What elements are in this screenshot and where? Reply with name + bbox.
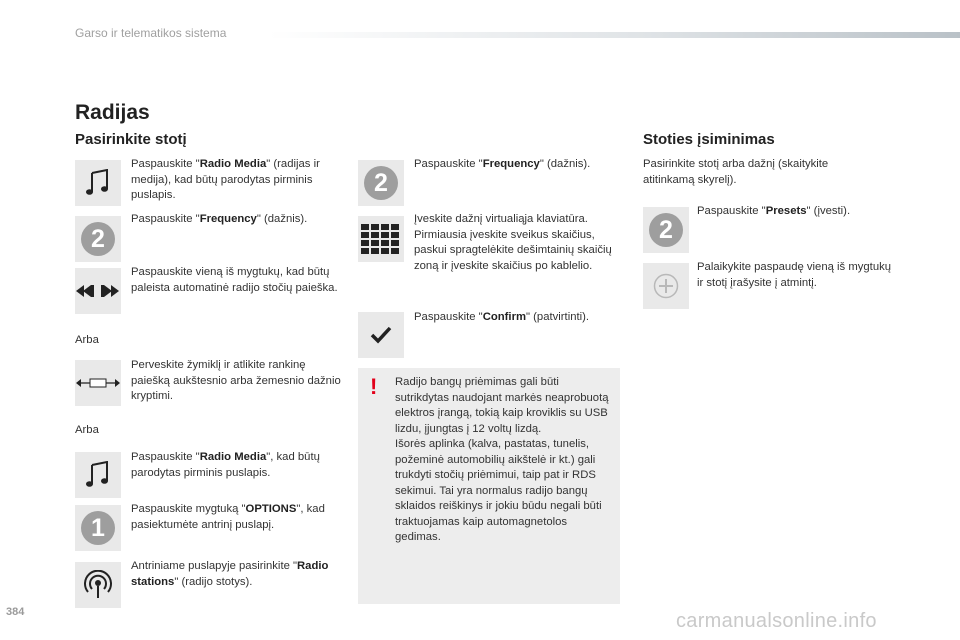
step-badge-box <box>643 207 689 253</box>
or-label: Arba <box>75 334 99 346</box>
watermark: carmanualsonline.info <box>676 610 877 632</box>
step-radio-stations: Antriniame puslapyje pasirinkite "Radio stations" (radijo stotys). <box>131 560 329 588</box>
radio-signal-icon <box>75 562 121 608</box>
keypad-icon <box>358 216 404 262</box>
slider-icon <box>75 360 121 406</box>
step-radio-media-2: Paspauskite "Radio Media", kad būtų parodytas pirminis puslapis. <box>131 451 320 479</box>
page-number: 384 <box>6 606 25 618</box>
music-note-icon <box>75 452 121 498</box>
heading-select-station: Pasirinkite stotį <box>75 131 187 148</box>
checkmark-icon <box>358 312 404 358</box>
step-auto-search: Paspauskite vieną iš mygtukų, kad būtų paleista automatinė radijo stočių paieška. <box>131 266 338 294</box>
section-header: Garso ir telematikos sistema <box>75 26 227 40</box>
step-badge-box <box>75 216 121 262</box>
step-2-badge: 2 <box>364 166 398 200</box>
step-presets: Paspauskite "Presets" (įvesti). <box>697 205 851 217</box>
store-intro: Pasirinkite stotį arba dažnį (skaitykite atitinkamą skyrelį). <box>643 158 829 186</box>
step-badge-box <box>358 160 404 206</box>
step-manual-search: Perveskite žymiklį ir atlikite rankinę paiešką aukštesnio arba žemesnio dažnio kryptimi. <box>131 359 341 402</box>
page-title: Radijas <box>75 101 150 124</box>
step-frequency: Paspauskite "Frequency" (dažnis). <box>131 213 308 225</box>
heading-store-station: Stoties įsiminimas <box>643 131 775 148</box>
step-2-badge: 2 <box>81 222 115 256</box>
step-confirm: Paspauskite "Confirm" (patvirtinti). <box>414 311 590 323</box>
step-options: Paspauskite mygtuką "OPTIONS", kad pasiektumėte antrinį puslapį. <box>131 503 325 531</box>
step-hold-preset: Palaikykite paspaudę vieną iš mygtukų ir stotį įrašysite į atmintį. <box>697 261 892 289</box>
step-frequency: Paspauskite "Frequency" (dažnis). <box>414 158 591 170</box>
step-radio-media: Paspauskite "Radio Media" (radijas ir medija), kad būtų parodytas pirminis puslapis. <box>131 158 320 201</box>
plus-circle-icon <box>643 263 689 309</box>
step-badge-box <box>75 505 121 551</box>
step-enter-frequency: Įveskite dažnį virtualiąja klaviatūra. Pirmiausia įveskite sveikus skaičius, paskui spragtelėkite dešimtainių skaičių zoną ir įveskite skaičius po kablelio. <box>414 213 612 272</box>
music-note-icon <box>75 160 121 206</box>
seek-arrows-icon <box>75 268 121 314</box>
warning-icon: ! <box>370 374 378 399</box>
warning-text: Radijo bangų priėmimas gali būti sutrikdytas naudojant markės neaprobuotą elektros įrangą, tokią kaip kroviklis su USB lizdu, įjungtas į 12 voltų lizdą. Išorės aplinka (kalva, pastatas, tunelis, požeminė automobilių aikštelė ir kt.) gali trukdyti stočių priėmimui, taip pat ir RDS sekimui. Tai yra normalus radijo bangų sklaidos reiškinys ir jokiu būdu negali būti traktuojamas kaip automagnetolos gedimas. <box>395 376 609 543</box>
step-2-badge: 2 <box>649 213 683 247</box>
or-label: Arba <box>75 424 99 436</box>
header-bar <box>268 32 960 38</box>
step-1-badge: 1 <box>81 511 115 545</box>
